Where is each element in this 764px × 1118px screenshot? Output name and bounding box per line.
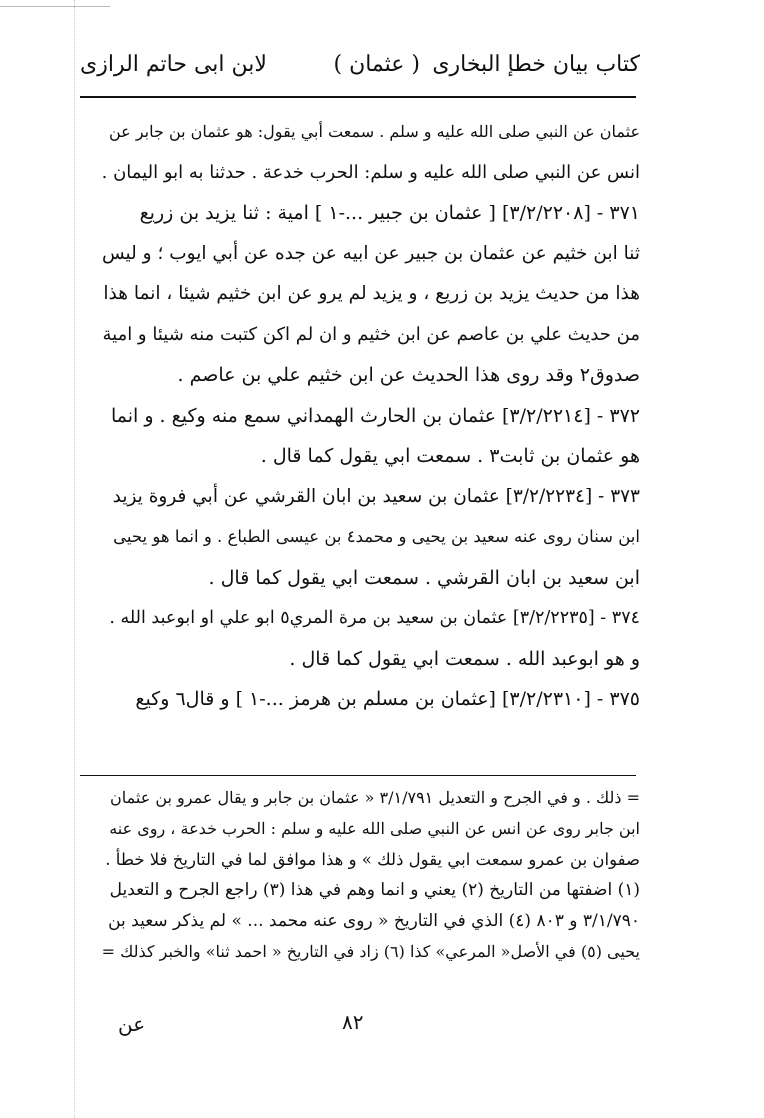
text-line: ثنا ابن خثيم عن عثمان بن جبير عن ابيه عن جده عن أبي ايوب ؛ و ليس <box>101 242 640 264</box>
text-line: انس عن النبي صلى الله عليه و سلم: الحرب خدعة . حدثنا به ابو اليمان . <box>101 161 640 183</box>
scan-margin-line <box>74 0 75 1118</box>
text-line: من حديث علي بن عاصم عن ابن خثيم و ان لم اكن كتبت منه شيئا و امية <box>102 323 640 345</box>
text-line: ٣٧٢ - [٣/٢/٢٢١٤] عثمان بن الحارث الهمداني سمع منه وكيع . و انما <box>110 404 640 427</box>
main-text <box>100 112 640 720</box>
text-line: هو عثمان بن ثابت٣ . سمعت ابي يقول كما قال . <box>260 445 640 467</box>
footnote-line: صفوان بن عمرو سمعت ابي يقول ذلك » و هذا موافق لما في التاريخ فلا خطأ . <box>105 849 640 869</box>
header-author: لابن ابى حاتم الرازى <box>80 52 267 77</box>
running-header <box>80 48 640 90</box>
header-book-title: كتاب بيان خطإ البخارى <box>432 52 640 77</box>
footnotes <box>100 783 640 968</box>
page-number: ٨٢ <box>342 1010 364 1034</box>
text-line: صدوق٢ وقد روى هذا الحديث عن ابن خثيم علي بن عاصم . <box>177 364 640 386</box>
footnote-line: ٣/١/٧٩٠ و ٨٠٣ (٤) الذي في التاريخ « روى عنه محمد ... » لم يذكر سعيد بن <box>108 911 640 932</box>
footnote-line: ابن جابر روى عن انس عن النبي صلى الله عليه و سلم : الحرب خدعة ، روى عنه <box>109 818 640 838</box>
catchword: عن <box>118 1012 146 1036</box>
footnote-line: = ذلك . و في الجرح و التعديل ٣/١/٧٩١ « عثمان بن جابر و يقال عمرو بن عثمان <box>110 788 640 807</box>
text-line: و هو ابوعبد الله . سمعت ابي يقول كما قال . <box>289 647 640 670</box>
header-rule <box>80 96 636 98</box>
header-section: ( عثمان ) <box>333 52 420 77</box>
footnote-line: (١) اضفتها من التاريخ (٢) يعني و انما وهم في هذا (٣) راجع الجرح و التعديل <box>109 880 640 901</box>
text-line: ٣٧٤ - [٣/٢/٢٢٣٥] عثمان بن سعيد بن مرة المري٥ ابو علي او ابوعبد الله . <box>109 608 640 628</box>
text-line: ٣٧١ - [٣/٢/٢٢٠٨] [ عثمان بن جبير ...-١ ] امية : ثنا يزيد بن زريع <box>139 202 640 224</box>
text-line: ابن سنان روى عنه سعيد بن يحيى و محمد٤ بن عيسى الطباع . و انما هو يحيى <box>113 527 640 546</box>
text-line: ابن سعيد بن ابان القرشي . سمعت ابي يقول كما قال . <box>208 566 640 589</box>
footnote-rule <box>80 775 636 776</box>
footnote-line: يحيى (٥) في الأصل« المرعي» كذا (٦) زاد في التاريخ « احمد ثنا» والخبر كذلك = <box>101 941 640 961</box>
text-line: ٣٧٥ - [٣/٢/٢٣١٠] [عثمان بن مسلم بن هرمز ...-١ ] و قال٦ وكيع <box>135 688 640 710</box>
scan-edge-line <box>0 6 110 7</box>
text-line: ٣٧٣ - [٣/٢/٢٢٣٤] عثمان بن سعيد بن ابان القرشي عن أبي فروة يزيد <box>112 485 640 507</box>
text-line: عثمان عن النبي صلى الله عليه و سلم . سمعت أبي يقول: هو عثمان بن جابر عن <box>109 122 640 141</box>
text-line: هذا من حديث يزيد بن زريع ، و يزيد لم يرو عن ابن خثيم شيئا ، انما هذا <box>103 283 640 304</box>
